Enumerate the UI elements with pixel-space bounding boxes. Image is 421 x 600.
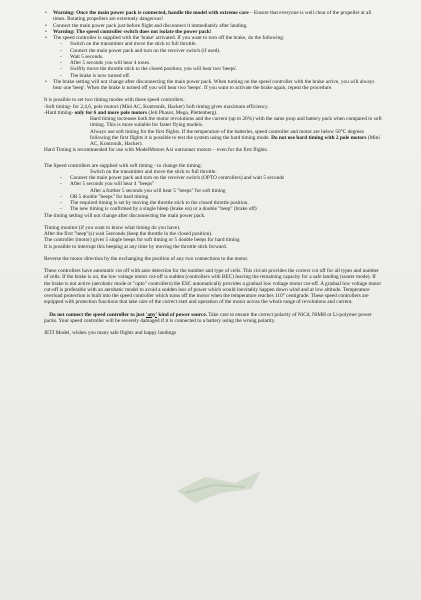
timing-intro: It is possible to set two timing modes with these speed controllers. (44, 97, 185, 104)
timing-monitor-line: It is possible to interrupt this beeping at any time by moving the throttle stick forward. (44, 243, 228, 250)
timing-step: - OR 5 double "beeps" for hard timing (44, 194, 382, 200)
connect-power-note: • Connect the main power pack just before flight and disconnect it immediately after landing. (44, 23, 382, 29)
brake-step: - The brake is now turned off. (44, 73, 382, 79)
timing-monitor-line: The controller (motor) gives 5 single beeps for soft timing or 5 double beeps for hard timing (44, 237, 240, 244)
cutoff-paragraph: These controllers have automatic cut off with auto detection for the number and type of cells. This circuit provides the correct cut off for all types and number of cells. If the brake is on, the low voltage motor cut-off is sudden (controllers with BEC) leaving the remaining capacity for a safe landing (soarer mode). If the brake is not active (aerobatic mode or "opto" controllers) the ESC automatically provides a gradual low voltage motor cut-off. A gradual low voltage motor cut-off is preferable with an aerobatic model to avoid a sudden loss of power which would inevitably happen down wind and at low altitude. Temperature overload protection is built into the speed controller which turns off the motor when the temperature reaches 110° centigrade. These speed controllers are equipped with protection functions that take care of the correct start and operation of the motor across the whole range of revolutions and current. (44, 268, 382, 306)
timing-after-further: After a further 5 seconds you will hear 5 "beeps" for soft timing (90, 187, 226, 194)
hard-timing-warning: Always use soft timing for the first flights. If the temperature of the batteries, speed controller and motor are below 50°C degrees following the first flights it is possible to test the system using the hard timing mode. Do not use hard timing with 2 pole motors (Mini AC, Kontronik, Hacker). (90, 128, 380, 147)
brake-setting-note: • The brake setting will not change after disconnecting the main power pack. When turning on the speed controller with the brake active, you will always hear one 'beep'. When the brake is turned off you will hear two 'beeps'. If you want to activate the brake again, repeat the procedure. (44, 79, 382, 92)
brake-step: - Switch on the transmitter and move the stick to full throttle. (44, 41, 382, 47)
soft-timing-supplied: The Speed controllers are supplied with soft timing - to change the timing: (44, 162, 202, 169)
brake-intro: • The speed controller is supplied with the 'brake' activated. If you want to turn off the brake, do the following: (44, 35, 382, 41)
timing-monitor-line: After the first "beep"(s) wait 5seconds (keep the throttle in the closed position). (44, 231, 213, 237)
timing-monitor-line: Timing monitor (if you want to know what timing do you have). (44, 224, 181, 231)
brake-step: - Wait 5 seconds. (44, 54, 382, 60)
timing-step: - After 5 seconds you will hear 4 "beeps" (44, 181, 382, 187)
timing-switch-on: Switch on the transmitter and move the stick to full throttle. (90, 168, 217, 175)
timing-step: - The required timing is set by moving the throttle stick to the closed throttle position. (44, 200, 382, 206)
brake-step: - Connect the main power pack and turn on the receiver switch (if used). (44, 48, 382, 54)
brake-step: - Swiftly move the throttle stick to the closed position; you will hear two 'beeps'. (44, 66, 382, 72)
timing-step: - Connect the main power pack and turn on the receiver switch (OPTO controllers) and wait 5 seconds (44, 175, 382, 181)
reverse-direction: Reverse the motor direction by the exchanging the position of any two connections to the motor. (44, 255, 249, 262)
faint-watermark-logo (165, 463, 275, 513)
warning-handle-model: • Warning: Once the main power pack is connected, handle the model with extreme care – Ensure that everyone is well clear of the propeller at all times. Rotating propellers are extremely dangerous! (44, 10, 382, 23)
polarity-warning: Do not connect the speed controller to just 'any' kind of power source. Take care to ensure the correct polarity of NiCd, NiMH or Li-polymer power packs. Your speed controller will be severely damaged if it is connected to a battery using the wrong polarity. (44, 311, 372, 324)
timing-step: - The new timing is confirmed by a single bleep (brake on) or a double "beep" (brake off) (44, 206, 382, 212)
soft-timing: -Soft timing- for 2,4,6, pole motors (Mini AC, Kontronik, Hacker) Soft timing gives maximum efficiency. (44, 103, 269, 110)
closing-line: JETI Model, wishes you many safe flights and happy landings (44, 330, 177, 336)
hard-timing-desc: Hard timing increases both the motor revolutions and the current (up to 20%) with the same prop and battery pack when compared to soft timing. This is more suitable for faster flying models. (90, 116, 382, 129)
timing-no-change: The timing setting will not change after disconnecting the main power pack. (44, 212, 206, 219)
document-body (44, 10, 382, 336)
brake-step: - After 5 seconds you will hear 4 tones. (44, 60, 382, 66)
hard-timing: -Hard timing- only for 6 and more pole motors (Jeti Phasor, Mega, Plettenberg). (44, 109, 218, 116)
warning-switch: • Warning: The speed controller switch does not isolate the power pack! (44, 29, 382, 35)
hard-timing-recommend: Hard Timing is recommended for use with ModelMotors Axi outrunner motors – even for the first flights. (44, 147, 269, 154)
